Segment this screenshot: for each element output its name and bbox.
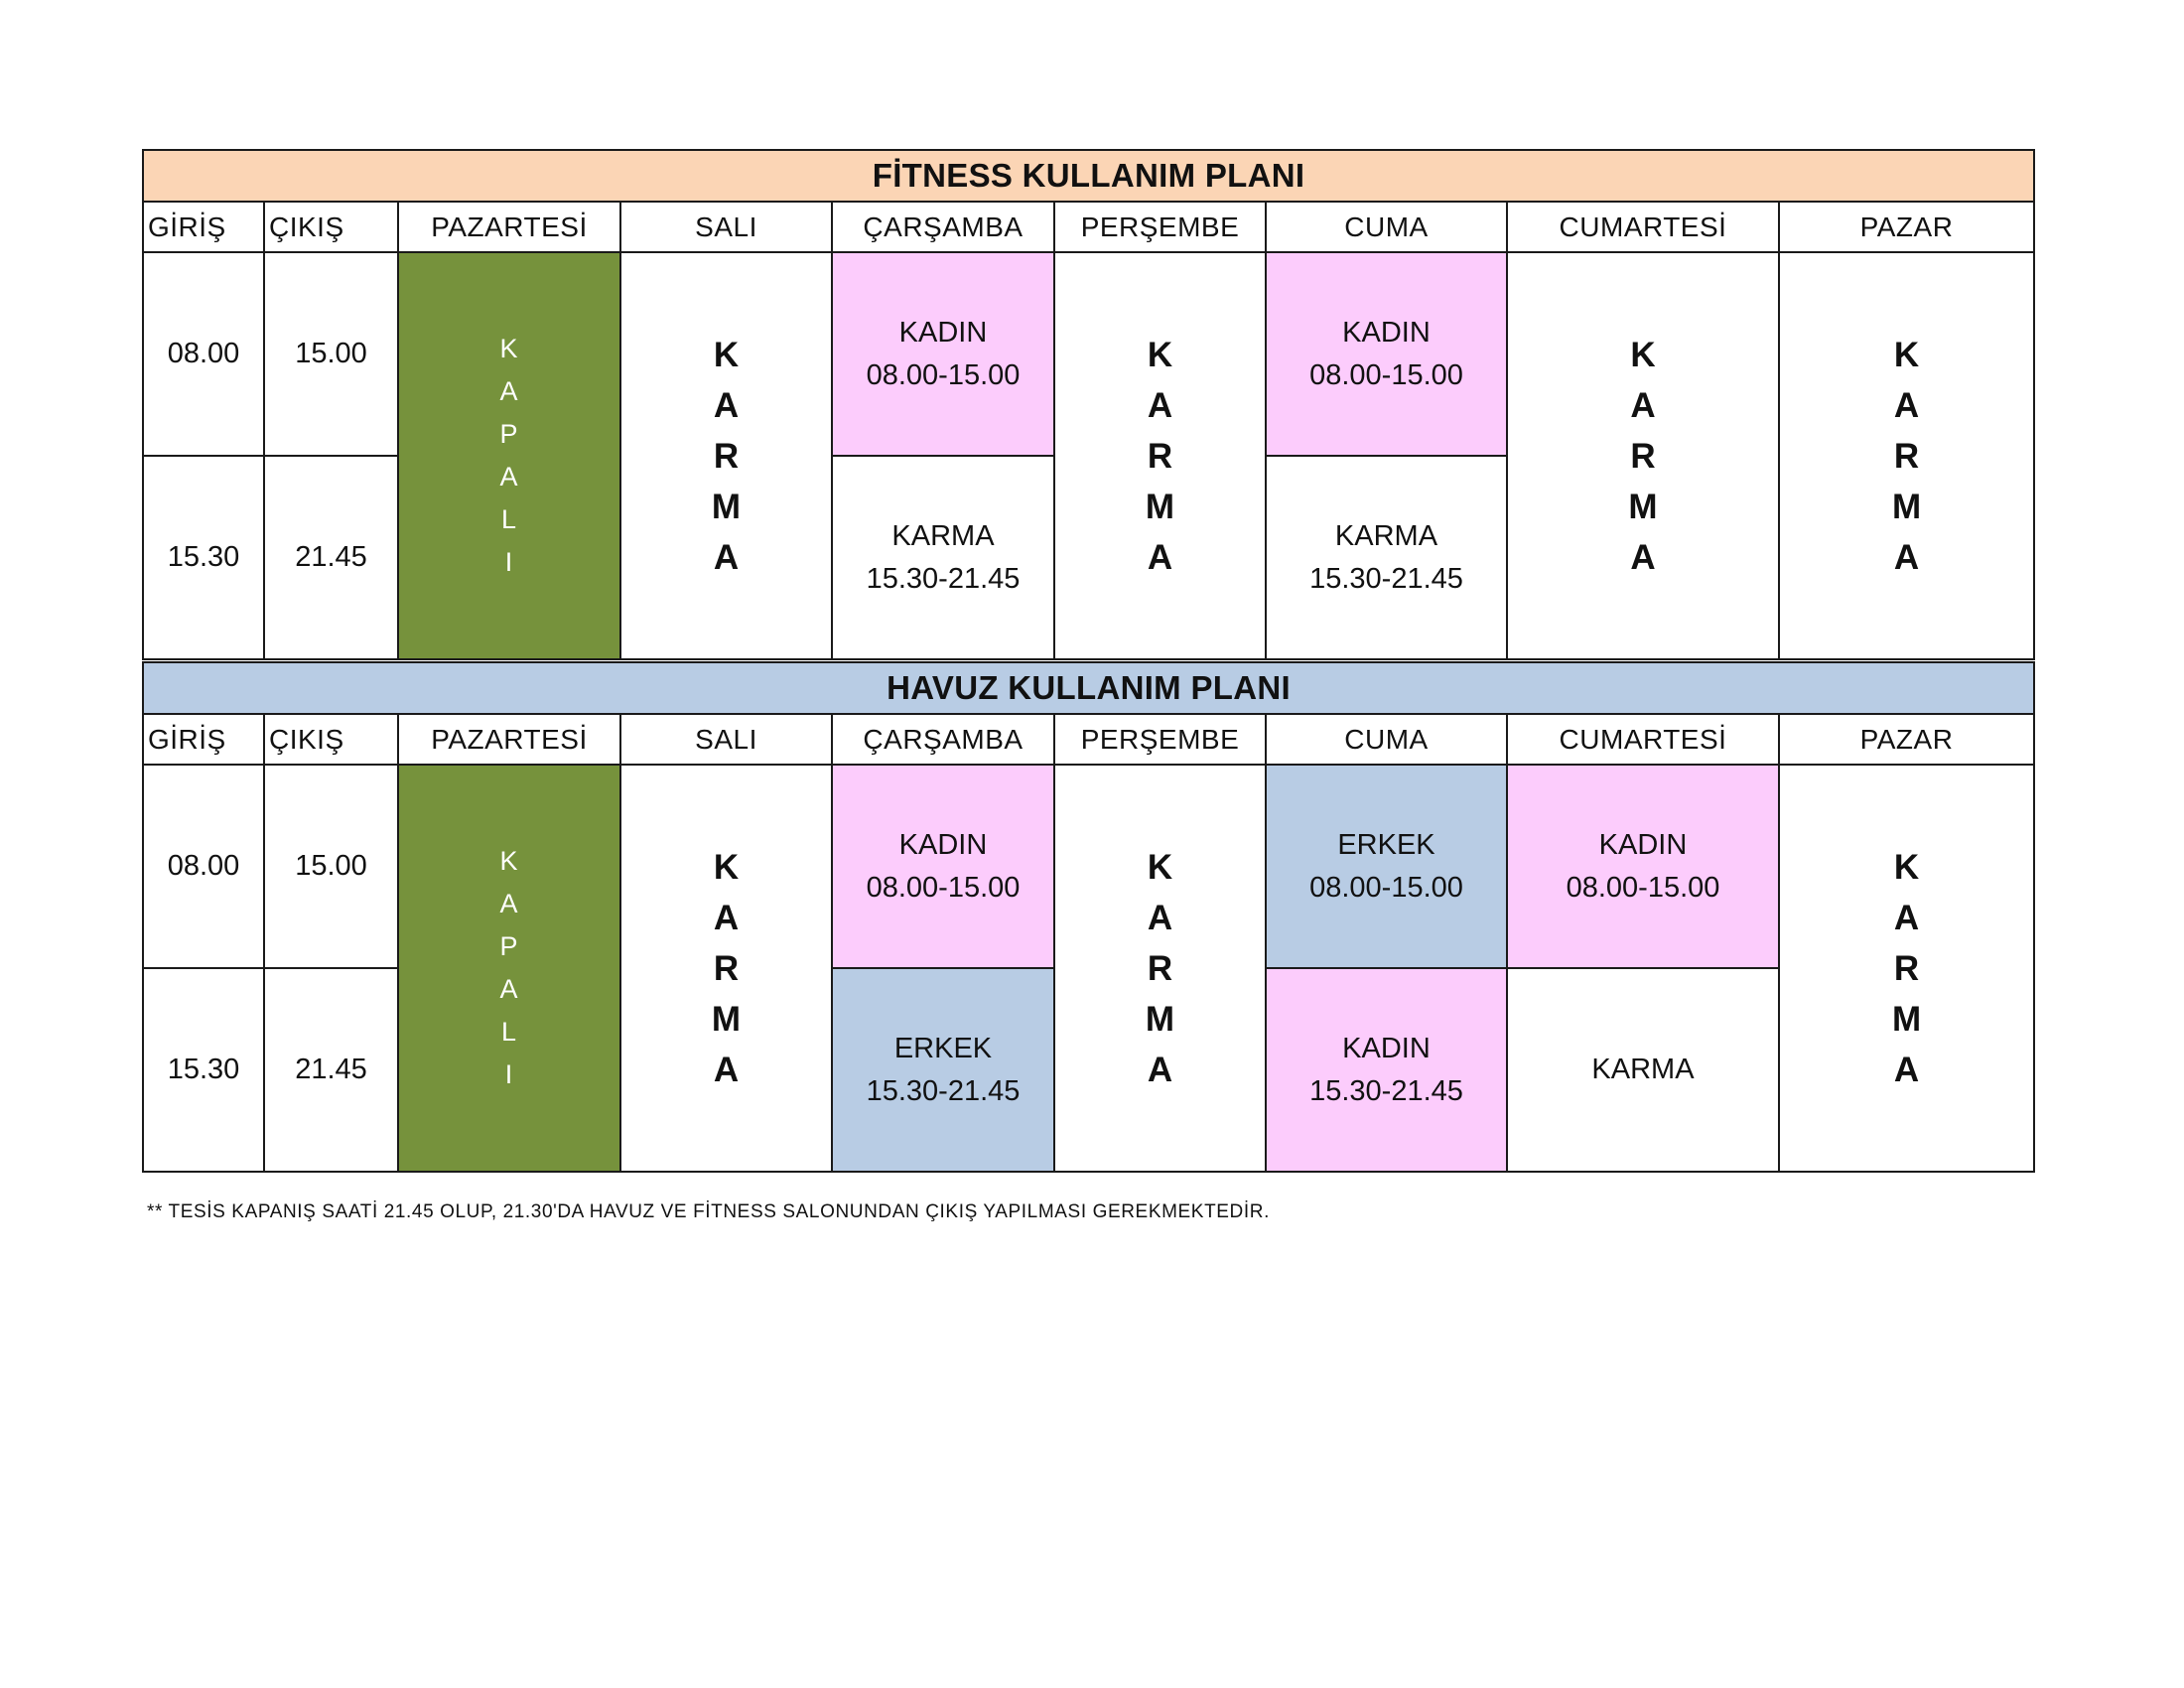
mixed-vertical-text: K A R M A [1891,847,1922,1089]
day-header-pazar: PAZAR [1779,202,2034,252]
exit-header: ÇIKIŞ [264,202,398,252]
mixed-vertical-text: K A R M A [1145,847,1175,1089]
session-label: KADIN [898,316,988,349]
carsamba-slot1-cell [832,765,1054,968]
entry-header: GİRİŞ [143,714,264,765]
day-header-carsamba: ÇARŞAMBA [832,202,1054,252]
mixed-vertical-text: K A R M A [711,847,742,1089]
day-header-carsamba: ÇARŞAMBA [832,714,1054,765]
slot1-exit-time: 15.00 [264,252,398,456]
closed-vertical-text: K A P A L I [499,334,519,577]
cuma-slot2-cell [1266,456,1507,659]
fitness-schedule-table [142,149,2035,660]
session-label: KADIN [898,828,988,861]
cuma-slot1-cell [1266,252,1507,456]
slot2-exit-time: 21.45 [264,456,398,659]
slot1-entry-time: 08.00 [143,765,264,968]
session-label: KARMA [1591,1054,1695,1085]
slot2-entry-time: 15.30 [143,968,264,1172]
session-time: 08.00-15.00 [1309,871,1463,904]
day-header-sali: SALI [620,714,832,765]
session-label: KARMA [1334,519,1438,552]
carsamba-slot2-cell [832,456,1054,659]
session-label: KARMA [891,519,995,552]
session-label: KADIN [1342,316,1431,349]
exit-header: ÇIKIŞ [264,714,398,765]
day-header-sali: SALI [620,202,832,252]
session-time: 08.00-15.00 [866,358,1021,391]
carsamba-slot1-cell [832,252,1054,456]
day-header-cuma: CUMA [1266,714,1507,765]
session-time: 08.00-15.00 [866,871,1021,904]
pool-plan-title: HAVUZ KULLANIM PLANI [143,662,2034,714]
pool-schedule-table [142,661,2035,1173]
day-header-cumartesi: CUMARTESİ [1507,202,1779,252]
day-header-cumartesi: CUMARTESİ [1507,714,1779,765]
slot1-entry-time: 08.00 [143,252,264,456]
carsamba-slot2-cell [832,968,1054,1172]
session-time: 15.30-21.45 [1309,1074,1463,1107]
pazar-mixed-cell [1779,765,2034,1172]
day-header-persembe: PERŞEMBE [1054,714,1266,765]
pazartesi-closed-cell [398,252,620,659]
day-header-persembe: PERŞEMBE [1054,202,1266,252]
cuma-slot2-cell [1266,968,1507,1172]
entry-header: GİRİŞ [143,202,264,252]
persembe-mixed-cell [1054,252,1266,659]
session-label: ERKEK [1337,828,1435,861]
fitness-plan-title: FİTNESS KULLANIM PLANI [143,150,2034,202]
session-time: 08.00-15.00 [1309,358,1463,391]
session-time: 15.30-21.45 [866,1074,1021,1107]
session-label: KADIN [1598,828,1688,861]
sali-mixed-cell [620,252,832,659]
slot1-exit-time: 15.00 [264,765,398,968]
cumartesi-slot1-cell [1507,765,1779,968]
closed-vertical-text: K A P A L I [499,846,519,1089]
pazar-mixed-cell [1779,252,2034,659]
slot2-exit-time: 21.45 [264,968,398,1172]
persembe-mixed-cell [1054,765,1266,1172]
mixed-vertical-text: K A R M A [1145,335,1175,577]
session-time: 08.00-15.00 [1566,871,1720,904]
session-label: KADIN [1342,1032,1431,1064]
slot2-entry-time: 15.30 [143,456,264,659]
session-time: 15.30-21.45 [1309,562,1463,595]
mixed-vertical-text: K A R M A [711,335,742,577]
cuma-slot1-cell [1266,765,1507,968]
day-header-pazar: PAZAR [1779,714,2034,765]
mixed-vertical-text: K A R M A [1628,335,1658,577]
session-label: ERKEK [893,1032,993,1064]
day-header-pazartesi: PAZARTESİ [398,714,620,765]
sali-mixed-cell [620,765,832,1172]
cumartesi-slot2-cell [1507,968,1779,1172]
cumartesi-mixed-cell [1507,252,1779,659]
session-time: 15.30-21.45 [866,562,1021,595]
pazartesi-closed-cell [398,765,620,1172]
day-header-cuma: CUMA [1266,202,1507,252]
mixed-vertical-text: K A R M A [1891,335,1922,577]
closing-time-note: ** TESİS KAPANIŞ SAATİ 21.45 OLUP, 21.30'DA HAVUZ VE FİTNESS SALONUNDAN ÇIKIŞ YAPILMASI GEREKMEKTEDİR. [147,1201,1270,1222]
day-header-pazartesi: PAZARTESİ [398,202,620,252]
